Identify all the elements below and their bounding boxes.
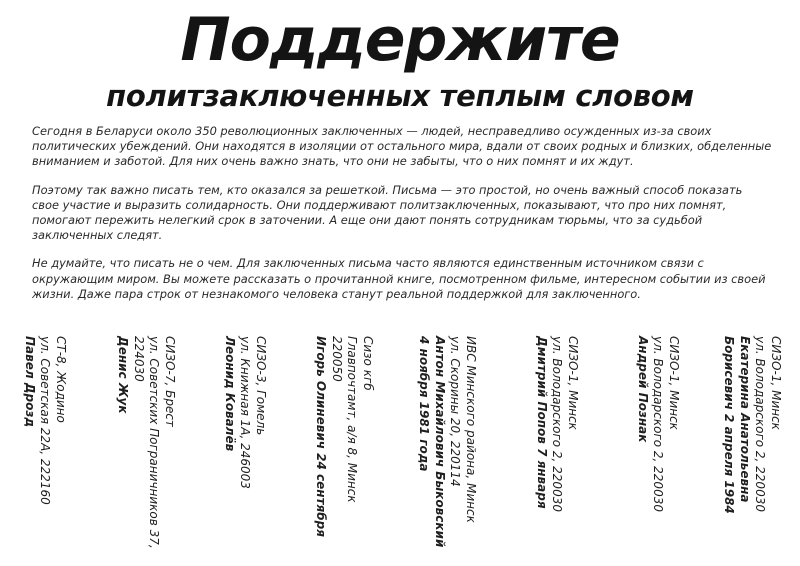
address-line: 220050 xyxy=(330,336,344,382)
address-line: СИЗО-1, Минск xyxy=(566,336,580,430)
address-line: СИЗО-1, Минск xyxy=(667,336,681,430)
address-line: ул. Володарского 2, 220030 xyxy=(753,336,768,512)
prisoner-name: Игорь Олиневич 24 сентября xyxy=(314,336,329,537)
prisoner-name: Павел Дрозд xyxy=(23,336,37,428)
paragraph-2: Поэтому так важно писать тем, кто оказался за решеткой. Письма — это простой, но очень важный способ показать свое участие и выразить солидарность. Они поддерживают политзаключенных, показывают, что про них помнят, помогают пережить нелегкий срок в заточении. А еще они дают понять сотрудникам тюрьмы, что за судьбой заключенных следят. xyxy=(32,182,743,243)
address-line: Главпочтамт, а/я 8, Минск xyxy=(345,336,360,503)
address-line: ул. Книжная 1А, 246003 xyxy=(238,336,253,489)
address-line: СИЗО-3, Гомель xyxy=(254,336,268,436)
address-line: ул. Володарского 2, 220030 xyxy=(550,336,565,512)
address-line: ул. Скорины 20, 220114 xyxy=(448,336,463,487)
address-line: ул. Советская 22А, 222160 xyxy=(38,336,53,505)
prisoner-name: Екатерина Анатольевна Борисевич 2 апреля 1984 xyxy=(722,336,752,514)
address-line: 224030 xyxy=(132,336,146,382)
address-line: СИЗО-7, Брест xyxy=(163,336,177,427)
address-line: Сизо кгб xyxy=(361,336,375,391)
paragraph-1: Сегодня в Беларуси около 350 революционных заключенных — людей, несправедливо осужденных из-за своих политических убеждений. Они находятся в изоляции от остального мира, вдали от своих родных и близких, обделенные вниманием и заботой. Для них очень важно знать, что они не забыты, что о них помнят и их ждут. xyxy=(32,124,772,169)
address-line: ул. Советских Пограничников 37, xyxy=(147,336,162,549)
page-subtitle: политзаключенных теплым словом xyxy=(106,79,694,113)
page-title: Поддержите xyxy=(180,5,620,75)
address-line: СТ-8, Жодино xyxy=(54,336,68,423)
address-line: ИВС Минского района, Минск xyxy=(464,336,478,523)
prisoner-name: Дмитрий Попов 7 января xyxy=(535,336,549,509)
prisoner-name: Леонид Ковалёв xyxy=(223,336,237,452)
paragraph-3: Не думайте, что писать не о чем. Для заключенных письма часто являются единственным источником связи с окружающим миром. Вы можете рассказать о прочитанной книге, посмотренном фильме, интересном событии из своей жизни. Даже пара строк от незнакомого человека станут реальной поддержкой для заключенного. xyxy=(32,256,766,301)
prisoner-name: Андрей Познак xyxy=(636,336,650,443)
prisoner-name: Антон Михайлович Быковский 4 ноября 1981 года xyxy=(417,336,447,548)
address-line: ул. Володарского 2, 220030 xyxy=(651,336,666,512)
prisoner-name: Денис Жук xyxy=(116,336,131,414)
address-line: СИЗО-1, Минск xyxy=(769,336,783,430)
